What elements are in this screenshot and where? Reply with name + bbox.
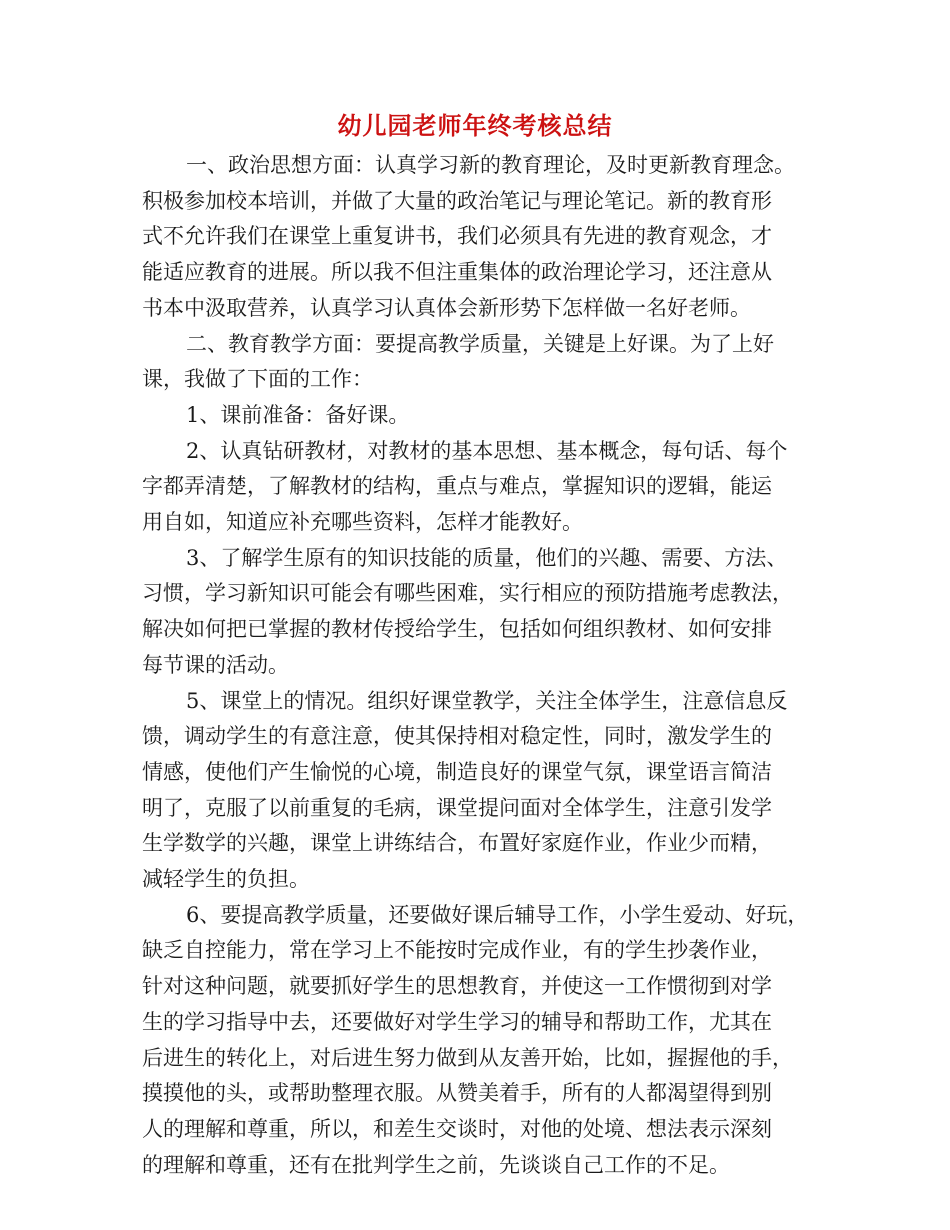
text-line: 摸摸他的头，或帮助整理衣服。从赞美着手，所有的人都渴望得到别 (142, 1081, 772, 1106)
text-line: 式不允许我们在课堂上重复讲书，我们必须具有先进的教育观念，才 (142, 224, 772, 249)
text-line: 2、认真钻研教材，对教材的基本思想、基本概念，每句话、每个 (186, 438, 788, 463)
text-line: 6、要提高教学质量，还要做好课后辅导工作，小学生爱动、好玩， (186, 902, 809, 927)
text-line: 二、教育教学方面：要提高教学质量，关键是上好课。为了上好 (186, 331, 774, 356)
document-title: 幼儿园老师年终考核总结 (337, 112, 613, 140)
text-line: 1、课前准备：备好课。 (186, 402, 410, 427)
text-line: 的理解和尊重，还有在批判学生之前，先谈谈自己工作的不足。 (142, 1152, 730, 1177)
text-line: 明了，克服了以前重复的毛病，课堂提问面对全体学生，注意引发学 (142, 795, 772, 820)
text-line: 一、政治思想方面：认真学习新的教育理论，及时更新教育理念。 (186, 153, 795, 177)
text-line: 情感，使他们产生愉悦的心境，制造良好的课堂气氛，课堂语言简洁 (142, 759, 772, 784)
text-line: 书本中汲取营养，认真学习认真体会新形势下怎样做一名好老师。 (142, 295, 751, 320)
text-line: 字都弄清楚，了解教材的结构，重点与难点，掌握知识的逻辑，能运 (142, 474, 772, 499)
text-line: 能适应教育的进展。所以我不但注重集体的政治理论学习，还注意从 (142, 260, 772, 285)
text-line: 3、了解学生原有的知识技能的质量，他们的兴趣、需要、方法、 (186, 545, 788, 570)
text-line: 针对这种问题，就要抓好学生的思想教育，并使这一工作惯彻到对学 (142, 974, 772, 999)
text-line: 解决如何把已掌握的教材传授给学生，包括如何组织教材、如何安排 (142, 617, 772, 642)
text-line: 用自如，知道应补充哪些资料，怎样才能教好。 (142, 510, 583, 534)
text-line: 人的理解和尊重，所以，和差生交谈时，对他的处境、想法表示深刻 (142, 1116, 772, 1141)
text-line: 积极参加校本培训，并做了大量的政治笔记与理论笔记。新的教育形 (142, 188, 772, 213)
text-line: 课，我做了下面的工作： (142, 367, 373, 392)
text-line: 减轻学生的负担。 (142, 867, 310, 891)
text-line: 5、课堂上的情况。组织好课堂教学，关注全体学生，注意信息反 (186, 688, 788, 713)
text-line: 习惯，学习新知识可能会有哪些困难，实行相应的预防措施考虑教法， (142, 581, 793, 606)
text-line: 生的学习指导中去，还要做好对学生学习的辅导和帮助工作，尤其在 (142, 1009, 772, 1034)
text-line: 缺乏自控能力，常在学习上不能按时完成作业，有的学生抄袭作业， (142, 938, 772, 963)
text-line: 每节课的活动。 (142, 652, 289, 677)
text-line: 馈，调动学生的有意注意，使其保持相对稳定性，同时，激发学生的 (142, 724, 772, 749)
text-line: 后进生的转化上，对后进生努力做到从友善开始，比如，握握他的手， (142, 1045, 793, 1070)
text-line: 生学数学的兴趣，课堂上讲练结合，布置好家庭作业，作业少而精， (142, 831, 772, 856)
